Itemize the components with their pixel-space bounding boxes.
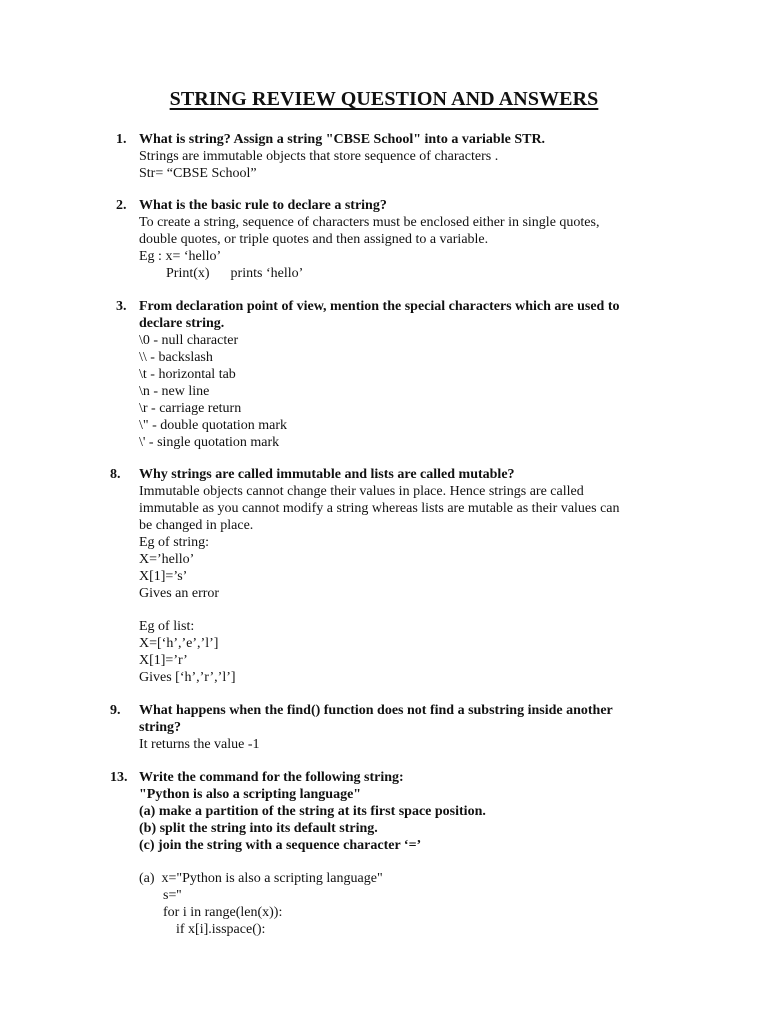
question-number: 3.	[116, 299, 127, 314]
question-text: "Python is also a scripting language"	[139, 787, 362, 802]
question-text: What is the basic rule to declare a string?	[139, 198, 387, 213]
answer-line: \t - horizontal tab	[139, 367, 236, 382]
question-text: What happens when the find() function does not find a substring inside another	[139, 703, 613, 718]
answer-line: Immutable objects cannot change their values in place. Hence strings are called	[139, 484, 584, 499]
question-text: declare string.	[139, 316, 225, 331]
answer-line: Gives [‘h’,’r’,’l’]	[139, 670, 236, 685]
code-line: if x[i].isspace():	[176, 922, 266, 937]
question-text: What is string? Assign a string "CBSE School" into a variable STR.	[139, 132, 546, 147]
question-text: Why strings are called immutable and lists are called mutable?	[139, 467, 515, 482]
answer-line: Strings are immutable objects that store sequence of characters .	[139, 149, 499, 164]
question-text: (a) make a partition of the string at its first space position.	[139, 804, 486, 819]
answer-line: Eg of list:	[139, 619, 195, 634]
question-number: 8.	[110, 467, 121, 482]
answer-line: X=’hello’	[139, 552, 195, 567]
answer-line: Eg of string:	[139, 535, 209, 550]
question-number: 1.	[116, 132, 127, 147]
answer-line: \r - carriage return	[139, 401, 242, 416]
code-line: (a) x="Python is also a scripting language"	[139, 871, 383, 886]
answer-line: To create a string, sequence of characters must be enclosed either in single quotes,	[139, 215, 600, 230]
answer-line: \n - new line	[139, 384, 210, 399]
answer-line: immutable as you cannot modify a string whereas lists are mutable as their values can	[139, 501, 620, 516]
question-number: 13.	[110, 770, 128, 785]
answer-line: X[1]=’r’	[139, 653, 188, 668]
question-number: 9.	[110, 703, 121, 718]
code-line: s=''	[163, 888, 182, 903]
question-text: string?	[139, 720, 181, 735]
answer-line: It returns the value -1	[139, 737, 260, 752]
answer-line: Print(x) prints ‘hello’	[166, 266, 304, 281]
question-text: (c) join the string with a sequence character ‘=’	[139, 838, 422, 853]
answer-line: double quotes, or triple quotes and then assigned to a variable.	[139, 232, 489, 247]
answer-line: Str= “CBSE School”	[139, 166, 257, 181]
question-text: Write the command for the following string:	[139, 770, 404, 785]
page-title: STRING REVIEW QUESTION AND ANSWERS	[169, 88, 599, 110]
answer-line: \' - single quotation mark	[139, 435, 280, 450]
answer-line: \\ - backslash	[139, 350, 213, 365]
answer-line: \0 - null character	[139, 333, 239, 348]
answer-line: be changed in place.	[139, 518, 254, 533]
question-text: From declaration point of view, mention the special characters which are used to	[139, 299, 620, 314]
answer-line: X[1]=’s’	[139, 569, 188, 584]
code-line: for i in range(len(x)):	[163, 905, 283, 920]
answer-line: Gives an error	[139, 586, 220, 601]
answer-line: \" - double quotation mark	[139, 418, 288, 433]
answer-line: Eg : x= ‘hello’	[139, 249, 222, 264]
question-number: 2.	[116, 198, 127, 213]
answer-line: X=[‘h’,’e’,’l’]	[139, 636, 219, 651]
question-text: (b) split the string into its default string.	[139, 821, 378, 836]
